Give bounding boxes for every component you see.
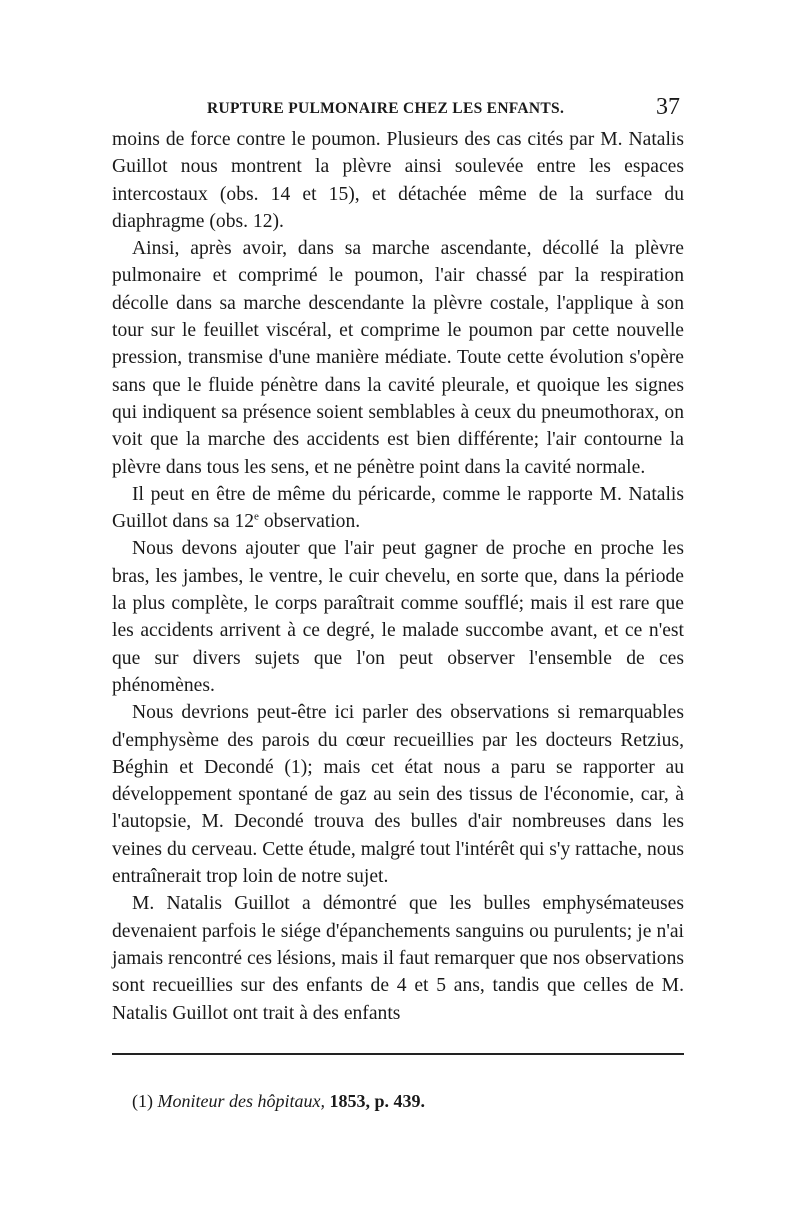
ordinal-superscript: e	[254, 510, 259, 523]
paragraph-6: M. Natalis Guillot a démontré que les bulles emphysémateuses devenaient parfois le siége d'épanchements sanguins ou purulents; je n'ai jamais rencontré ces lésions, mais il faut remarquer que nos observations sont recueillies sur des enfants de 4 et 5 ans, tandis que celles de M. Natalis Guillot ont trait à des enfants	[112, 893, 684, 1024]
paragraph-5: Nous devrions peut-être ici parler des observations si remarquables d'emphysème des parois du cœur recueillies par les docteurs Retzius, Béghin et Decondé (1); mais cet état nous a paru se rapporter au développement spontané de gaz au sein des tissus de l'économie, car, à l'autopsie, M. Decondé trouva des bulles d'air nombreuses dans les veines du cerveau. Cette étude, malgré tout l'intérêt qui s'y rattache, nous entraînerait trop loin de notre sujet.	[112, 702, 684, 888]
paragraph-4: Nous devons ajouter que l'air peut gagner de proche en proche les bras, les jambes, le ventre, le cuir chevelu, en sorte que, dans la période la plus complète, le corps paraîtrait comme soufflé; mais il est rare que les accidents arrivent à ce degré, le malade succombe avant, et ce n'est que sur divers sujets que l'on peut observer l'ensemble de ces phénomènes.	[112, 538, 684, 696]
book-page	[112, 92, 684, 1112]
paragraph-1: moins de force contre le poumon. Plusieurs des cas cités par M. Natalis Guillot nous montrent la plèvre ainsi soulevée entre les espaces intercostaux (obs. 14 et 15), et détachée même de la surface du diaphragme (obs. 12).	[112, 129, 684, 232]
footnote-journal: Moniteur des hôpitaux,	[157, 1090, 325, 1111]
paragraph-2: Ainsi, après avoir, dans sa marche ascendante, décollé la plèvre pulmonaire et comprimé le poumon, l'air chassé par la respiration décolle dans sa marche descendante la plèvre costale, l'applique à son tour sur le feuillet viscéral, et comprime le poumon par cette nouvelle pression, transmise d'une manière médiate. Toute cette évolution s'opère sans que le fluide pénètre dans la cavité pleurale, et quoique les signes qui indiquent sa présence soient semblables à ceux du pneumothorax, on voit que la marche des accidents est bien différente; l'air contourne la plèvre dans tous les sens, et ne pénètre point dans la cavité normale.	[112, 238, 684, 478]
body-text	[112, 126, 684, 1027]
page-number: 37	[656, 94, 680, 120]
footnote-divider	[112, 1053, 684, 1055]
footnote	[112, 1091, 684, 1112]
footnote-details: 1853, p. 439.	[329, 1090, 425, 1111]
paragraph-3-text-end: observation.	[258, 511, 361, 533]
running-title: RUPTURE PULMONAIRE CHEZ LES ENFANTS.	[207, 100, 565, 117]
running-head	[112, 92, 684, 126]
paragraph-3-text: Il peut en être de même du péricarde, comme le rapporte M. Natalis Guillot dans sa 12	[112, 483, 684, 533]
footnote-marker: (1)	[132, 1090, 153, 1111]
paragraph-3	[112, 481, 684, 536]
